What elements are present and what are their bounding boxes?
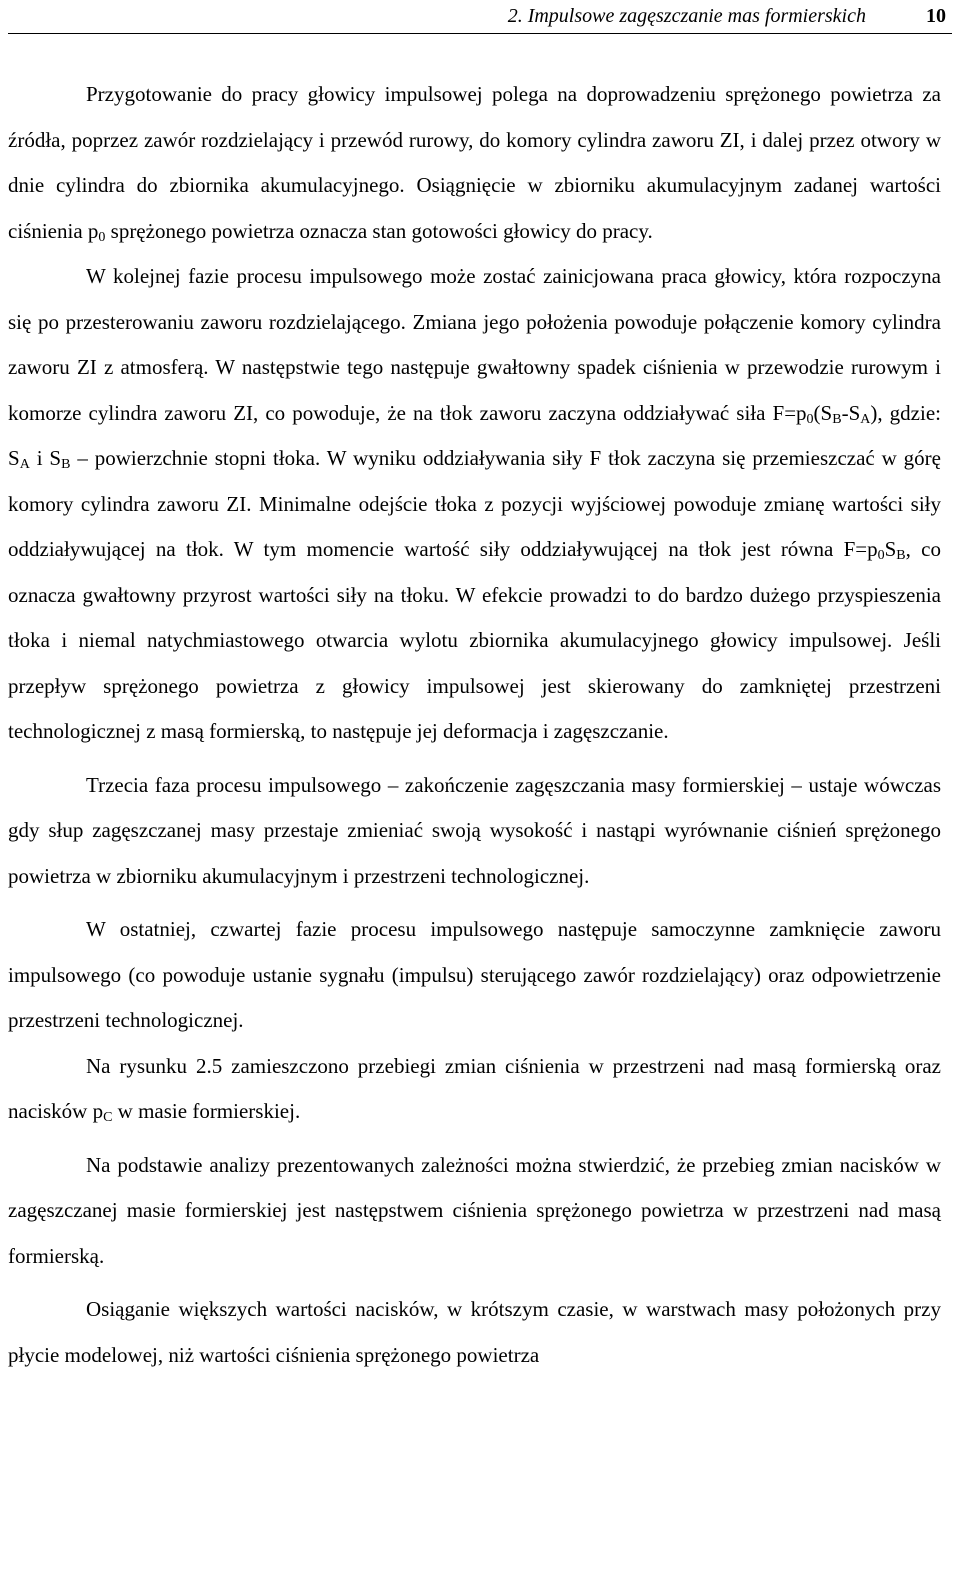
paragraph-working-phase: W kolejnej fazie procesu impulsowego może zostać zainicjowana praca głowicy, która rozpoczyna się po przesterowaniu zaworu rozdzielającego. Zmiana jego położenia powoduje połączenie komory cylindra zaworu ZI z atmosferą. W następstwie tego następuje gwałtowny spadek ciśnienia w przewodzie rurowym i komorze cylindra zaworu ZI, co powoduje, że na tłok zaworu zaczyna oddziaływać siła $F=p_0(S_B-S_A)$, gdzie: $S_A$ i $S_B$ – powierzchnie stopni tłoka. W wyniku oddziaływania siły F tłok zaczyna się przemieszczać w górę komory cylindra zaworu ZI. Minimalne odejście tłoka z pozycji wyjściowej powoduje zmianę wartości siły oddziaływującej na tłok. W tym momencie wartość siły oddziaływującej na tłok jest równa $F=p_0S_B$, co oznacza gwałtowny przyrost wartości siły na tłoku. W efekcie prowadzi to do bardzo dużego przyspieszenia tłoka i niemal natychmiastowego otwarcia wylotu zbiornika akumulacyjnego głowicy impulsowej. Jeśli przepływ sprężonego powietrza z głowicy impulsowej jest skierowany do zamkniętej przestrzeni technologicznej z masą formierską, to następuje jej deformacja i zagęszczanie. xyxy=(8,264,941,743)
paragraph-figure-reference: Na rysunku 2.5 zamieszczono przebiegi zmian ciśnienia w przestrzeni nad masą formierską oraz nacisków $p_C$ w masie formierskiej. xyxy=(8,1053,941,1125)
chapter-title: 2. Impulsowe zagęszczanie mas formierskich xyxy=(507,5,866,27)
paragraph-pressure-values: Osiąganie większych wartości nacisków, w krótszym czasie, w warstwach masy położonych przy płycie modelowej, niż wartości ciśnienia sprężonego powietrza xyxy=(8,1297,941,1367)
paragraph-third-phase: Trzecia faza procesu impulsowego – zakończenie zagęszczania masy formierskiej – ustaje wówczas gdy słup zagęszczanej masy przestaje zmieniać swoją wysokość i nastąpi wyrównanie ciśnień sprężonego powietrza w zbiorniku akumulacyjnym i przestrzeni technologicznej. xyxy=(8,772,941,888)
page-number: 10 xyxy=(926,5,946,27)
paragraph-analysis: Na podstawie analizy prezentowanych zależności można stwierdzić, że przebieg zmian nacisków w zagęszczanej masie formierskiej jest następstwem ciśnienia sprężonego powietrza w przestrzeni nad masą formierską. xyxy=(8,1152,941,1268)
document-body xyxy=(8,72,941,1378)
page-header xyxy=(8,0,952,34)
paragraph-preparation: Przygotowanie do pracy głowicy impulsowej polega na doprowadzeniu sprężonego powietrza za źródła, poprzez zawór rozdzielający i przewód rurowy, do komory cylindra zaworu ZI, i dalej przez otwory w dnie cylindra do zbiornika akumulacyjnego. Osiągnięcie w zbiorniku akumulacyjnym zadanej wartości ciśnienia $p_0$ sprężonego powietrza oznacza stan gotowości głowicy do pracy. xyxy=(8,82,941,245)
paragraph-fourth-phase: W ostatniej, czwartej fazie procesu impulsowego następuje samoczynne zamknięcie zaworu impulsowego (co powoduje ustanie sygnału (impulsu) sterującego zawór rozdzielający) oraz odpowietrzenie przestrzeni technologicznej. xyxy=(8,917,941,1032)
